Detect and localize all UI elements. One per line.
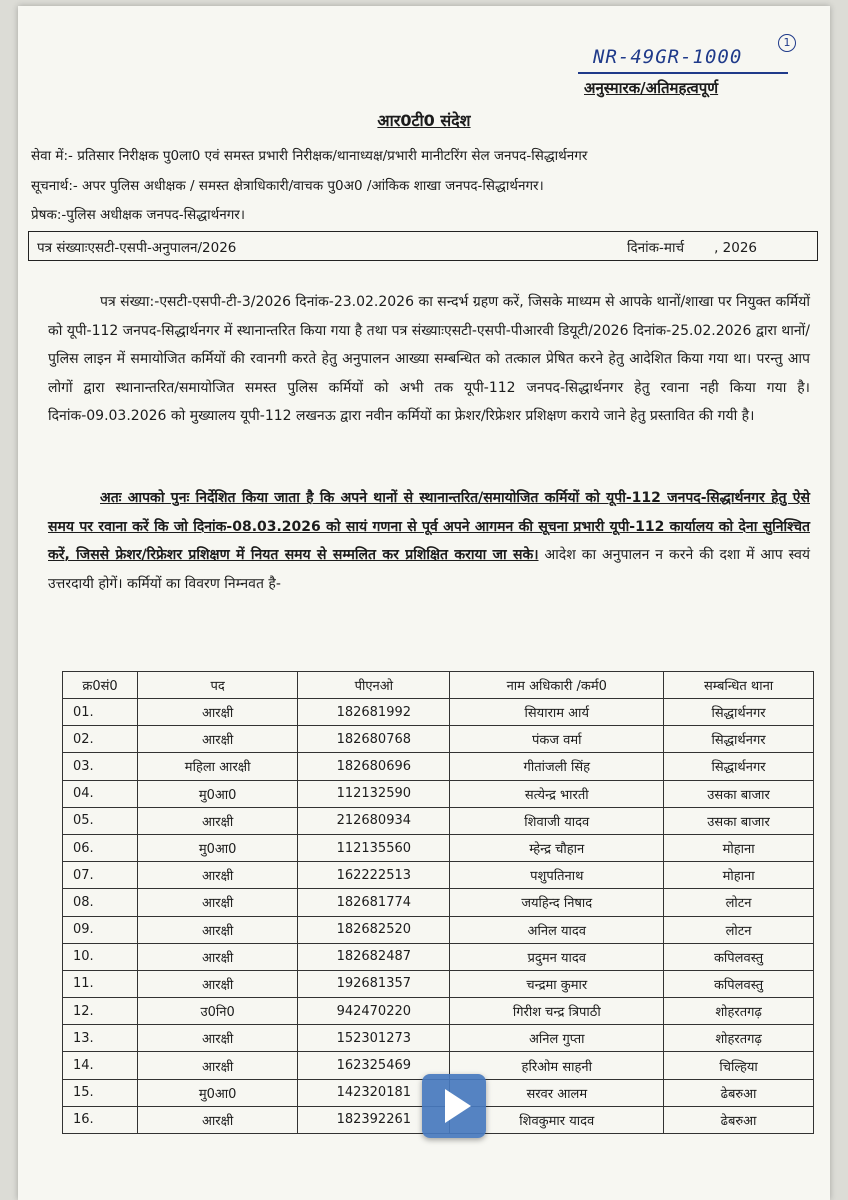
play-button[interactable] [422, 1074, 486, 1138]
cell-pno: 112135560 [298, 834, 450, 861]
cell-name: गीतांजली सिंह [450, 753, 664, 780]
cell-police-station: ढेबरुआ [664, 1106, 814, 1133]
cell-police-station: उसका बाजार [664, 807, 814, 834]
table-row [63, 862, 814, 889]
table-row [63, 807, 814, 834]
paragraph-reference-text: पत्र संख्या:-एसटी-एसपी-टी-3/2026 दिनांक-23.02.2026 का सन्दर्भ ग्रहण करें, जिसके माध्यम से आपके थानों/शाखा पर नियुक्त कर्मियों को यूपी-112 जनपद-सिद्धार्थनगर में स्थानान्तरित किया गया है तथा पत्र संख्याःएसटी-एसपी-पीआरवी डियूटी/2026 दिनांक-25.02.2026 द्वारा थानों/पुलिस लाइन में समायोजित कर्मियों की रवानगी करते हेतु अनुपालन आख्या सम्बन्धित को तत्काल प्रेषित करने हेतु आदेशित किया गया था। परन्तु आप लोगों द्वारा स्थानान्तरित/समायोजित समस्त पुलिस कर्मियों को अभी तक यूपी-112 जनपद-सिद्धार्थनगर हेतु रवाना नही किया गया है। दिनांक-09.03.2026 को मुख्यालय यूपी-112 लखनऊ द्वारा नवीन कर्मियों का फ्रेशर/रिफ्रेशर प्रशिक्षण कराये जाने हेतु प्रस्तावित की गयी है। [48, 294, 810, 424]
cell-pno: 942470220 [298, 998, 450, 1025]
cell-pno: 142320181 [298, 1079, 450, 1106]
cell-pno: 192681357 [298, 970, 450, 997]
cell-pno: 212680934 [298, 807, 450, 834]
table-row [63, 889, 814, 916]
letter-reference-box [28, 231, 818, 261]
cell-post: आरक्षी [138, 699, 298, 726]
cell-police-station: सिद्धार्थनगर [664, 753, 814, 780]
cell-pno: 182682520 [298, 916, 450, 943]
cell-serial: 13. [63, 1025, 138, 1052]
cell-post: आरक्षी [138, 807, 298, 834]
handwritten-reference: NR-49GR-1000 [593, 46, 743, 68]
table-row [63, 726, 814, 753]
cell-post: मु0आ0 [138, 834, 298, 861]
cell-serial: 09. [63, 916, 138, 943]
table-row [63, 970, 814, 997]
cell-pno: 182680768 [298, 726, 450, 753]
cell-police-station: शोहरतगढ़ [664, 1025, 814, 1052]
cell-serial: 02. [63, 726, 138, 753]
table-row [63, 780, 814, 807]
header-police-station: सम्बन्धित थाना [664, 672, 814, 699]
cell-post: आरक्षी [138, 862, 298, 889]
table-body [63, 699, 814, 1134]
table-header-row [63, 672, 814, 699]
document-heading: आर0टी0 संदेश [377, 111, 471, 130]
cell-serial: 06. [63, 834, 138, 861]
cell-police-station: चिल्हिया [664, 1052, 814, 1079]
cell-name: अनिल गुप्ता [450, 1025, 664, 1052]
cell-post: महिला आरक्षी [138, 753, 298, 780]
cell-name: सरवर आलम [450, 1079, 664, 1106]
information-line: सूचनार्थ:- अपर पुलिस अधीक्षक / समस्त क्षेत्राधिकारी/वाचक पु0अ0 /आंकिक शाखा जनपद-सिद्धार्थनगर। [31, 178, 544, 194]
handwritten-circled-number: 1 [778, 34, 796, 52]
header-pno: पीएनओ [298, 672, 450, 699]
handwritten-underline [578, 72, 788, 74]
cell-pno: 182681774 [298, 889, 450, 916]
table-row [63, 699, 814, 726]
table-row [63, 834, 814, 861]
cell-post: मु0आ0 [138, 780, 298, 807]
play-icon [422, 1074, 486, 1138]
cell-name: सत्येन्द्र भारती [450, 780, 664, 807]
cell-police-station: उसका बाजार [664, 780, 814, 807]
cell-name: प्रदुमन यादव [450, 943, 664, 970]
cell-police-station: सिद्धार्थनगर [664, 699, 814, 726]
letter-date: दिनांक-मार्च , 2026 [627, 240, 758, 256]
cell-pno: 112132590 [298, 780, 450, 807]
table-row [63, 943, 814, 970]
cell-post: आरक्षी [138, 889, 298, 916]
cell-name: म्हेन्द्र चौहान [450, 834, 664, 861]
paragraph-reference [48, 288, 810, 431]
cell-police-station: लोटन [664, 889, 814, 916]
cell-police-station: लोटन [664, 916, 814, 943]
table-row [63, 916, 814, 943]
cell-pno: 182681992 [298, 699, 450, 726]
cell-post: आरक्षी [138, 1025, 298, 1052]
cell-police-station: सिद्धार्थनगर [664, 726, 814, 753]
cell-serial: 12. [63, 998, 138, 1025]
cell-serial: 04. [63, 780, 138, 807]
header-serial: क्र0सं0 [63, 672, 138, 699]
header-post: पद [138, 672, 298, 699]
cell-post: आरक्षी [138, 943, 298, 970]
table-row [63, 998, 814, 1025]
cell-name: शिवाजी यादव [450, 807, 664, 834]
reminder-label: अनुस्मारक/अतिमहत्वपूर्ण [584, 79, 719, 97]
cell-name: शिवकुमार यादव [450, 1106, 664, 1133]
cell-serial: 01. [63, 699, 138, 726]
cell-post: आरक्षी [138, 916, 298, 943]
cell-post: आरक्षी [138, 726, 298, 753]
cell-police-station: कपिलवस्तु [664, 943, 814, 970]
cell-name: जयहिन्द निषाद [450, 889, 664, 916]
cell-name: सियाराम आर्य [450, 699, 664, 726]
table-row [63, 1025, 814, 1052]
cell-pno: 182392261 [298, 1106, 450, 1133]
cell-post: आरक्षी [138, 1052, 298, 1079]
cell-name: अनिल यादव [450, 916, 664, 943]
cell-name: पंकज वर्मा [450, 726, 664, 753]
cell-serial: 11. [63, 970, 138, 997]
cell-post: आरक्षी [138, 1106, 298, 1133]
document-page [18, 6, 830, 1200]
cell-post: आरक्षी [138, 970, 298, 997]
cell-police-station: मोहाना [664, 834, 814, 861]
cell-police-station: ढेबरुआ [664, 1079, 814, 1106]
cell-serial: 15. [63, 1079, 138, 1106]
cell-name: चन्द्रमा कुमार [450, 970, 664, 997]
cell-serial: 03. [63, 753, 138, 780]
directive-bold-text: अतः आपको पुनः निर्देशित किया जाता है कि अपने थानों से स्थानान्तरित/समायोजित कर्मियों को यूपी-112 जनपद-सिद्धार्थनगर हेतु ऐसे समय पर रवाना करें कि जो दिनांक-08.03.2026 को सायं गणना से पूर्व अपने आगमन की सूचना प्रभारी यूपी-112 कार्यालय को देना सुनिश्चित करें, जिससे फ्रेशर/रिफ्रेशर प्रशिक्षण में नियत समय से सम्मलित कर प्रशिक्षित कराया जा सके। [48, 490, 810, 563]
cell-pno: 182680696 [298, 753, 450, 780]
paragraph-directive [48, 484, 810, 598]
cell-post: उ0नि0 [138, 998, 298, 1025]
personnel-table [62, 671, 814, 1134]
cell-serial: 14. [63, 1052, 138, 1079]
addressee-line: सेवा में:- प्रतिसार निरीक्षक पु0ला0 एवं समस्त प्रभारी निरीक्षक/थानाध्यक्ष/प्रभारी मानीटरिंग सेल जनपद-सिद्धार्थनगर [31, 148, 588, 164]
cell-serial: 08. [63, 889, 138, 916]
cell-police-station: शोहरतगढ़ [664, 998, 814, 1025]
cell-name: गिरीश चन्द्र त्रिपाठी [450, 998, 664, 1025]
cell-pno: 182682487 [298, 943, 450, 970]
directive-normal-text: आदेश का अनुपालन न करने की दशा में आप स्वयं उत्तरदायी होगें। कर्मियों का विवरण निम्नवत है- [48, 547, 810, 592]
cell-post: मु0आ0 [138, 1079, 298, 1106]
cell-police-station: कपिलवस्तु [664, 970, 814, 997]
cell-pno: 162325469 [298, 1052, 450, 1079]
cell-name: हरिओम साहनी [450, 1052, 664, 1079]
cell-police-station: मोहाना [664, 862, 814, 889]
table-row [63, 753, 814, 780]
cell-serial: 10. [63, 943, 138, 970]
header-name: नाम अधिकारी /कर्म0 [450, 672, 664, 699]
cell-pno: 162222513 [298, 862, 450, 889]
letter-number: पत्र संख्याःएसटी-एसपी-अनुपालन/2026 [37, 240, 237, 256]
sender-line: प्रेषक:-पुलिस अधीक्षक जनपद-सिद्धार्थनगर। [31, 207, 245, 223]
cell-name: पशुपतिनाथ [450, 862, 664, 889]
cell-serial: 05. [63, 807, 138, 834]
cell-serial: 16. [63, 1106, 138, 1133]
cell-serial: 07. [63, 862, 138, 889]
cell-pno: 152301273 [298, 1025, 450, 1052]
